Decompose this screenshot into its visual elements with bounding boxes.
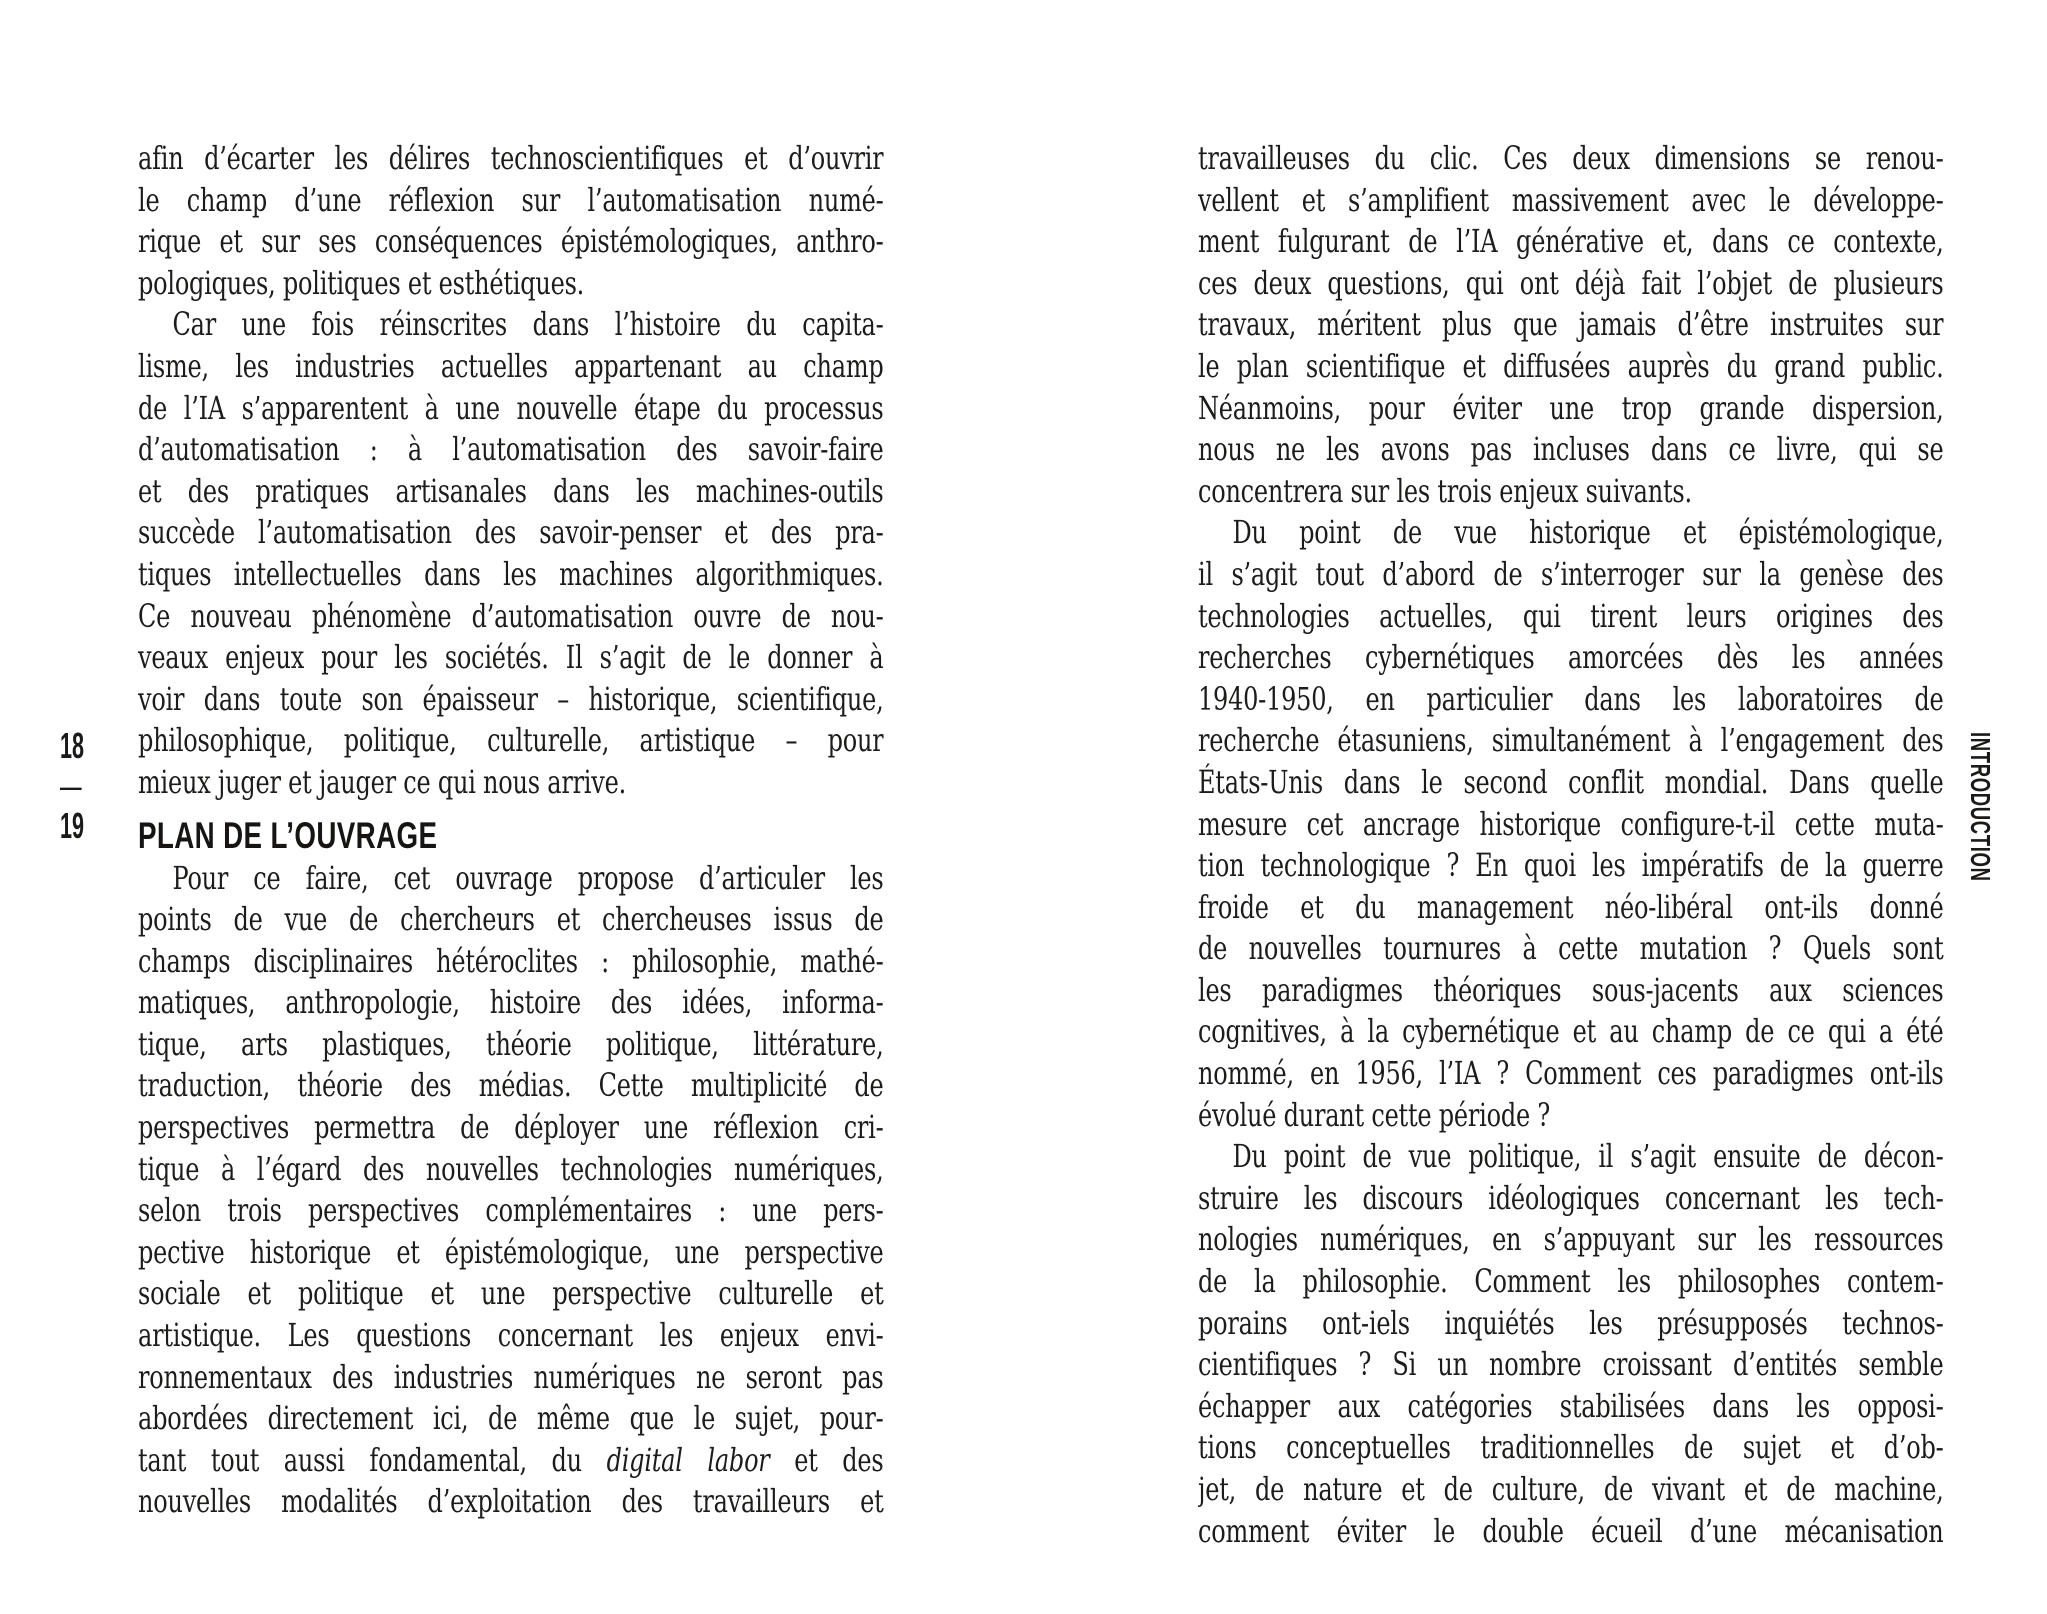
text-segment: pective historique et épistémologique, une perspective bbox=[138, 1232, 884, 1271]
text-line bbox=[1198, 429, 1944, 471]
text-line bbox=[1198, 1053, 1944, 1095]
text-line bbox=[1198, 1011, 1944, 1053]
text-line bbox=[1198, 1095, 1944, 1137]
text-segment: Du point de vue politique, il s’agit ensuite de décon- bbox=[1232, 1137, 1944, 1176]
section-heading: PLAN DE L’OUVRAGE bbox=[138, 814, 438, 856]
text-line bbox=[1198, 1261, 1944, 1303]
text-line bbox=[138, 1232, 884, 1274]
text-line bbox=[1198, 720, 1944, 762]
text-line bbox=[138, 720, 884, 762]
text-line bbox=[138, 679, 884, 721]
text-line bbox=[138, 941, 884, 983]
text-line bbox=[138, 346, 884, 388]
text-line bbox=[138, 1481, 884, 1523]
text-line bbox=[138, 138, 884, 180]
text-segment: tique à l’égard des nouvelles technologies numériques, bbox=[138, 1149, 884, 1188]
text-line bbox=[1198, 1427, 1944, 1469]
text-line bbox=[1198, 554, 1944, 596]
text-line bbox=[1198, 221, 1944, 263]
text-line bbox=[138, 637, 884, 679]
text-segment: d’automatisation : à l’automatisation des savoir-faire bbox=[138, 430, 884, 469]
text-segment: les paradigmes théoriques sous-jacents aux sciences bbox=[1198, 970, 1944, 1009]
text-segment: cientifiques ? Si un nombre croissant d’entités semble bbox=[1198, 1345, 1944, 1384]
text-segment: tique, arts plastiques, théorie politique, littérature, bbox=[138, 1024, 884, 1063]
text-line bbox=[1198, 388, 1944, 430]
text-segment: porains ont-iels inquiétés les présupposés technos- bbox=[1198, 1303, 1944, 1342]
text-segment: échapper aux catégories stabilisées dans les opposi- bbox=[1198, 1386, 1944, 1425]
text-line bbox=[138, 1190, 884, 1232]
text-segment: traduction, théorie des médias. Cette multiplicité de bbox=[138, 1066, 884, 1105]
text-segment: évolué durant cette période ? bbox=[1198, 1095, 1550, 1134]
text-segment: struire les discours idéologiques concernant les tech- bbox=[1198, 1178, 1944, 1217]
text-line bbox=[138, 858, 884, 900]
text-segment: ces deux questions, qui ont déjà fait l’objet de plusieurs bbox=[1198, 263, 1944, 302]
text-segment: Du point de vue historique et épistémologique, bbox=[1232, 513, 1944, 552]
text-segment: travaux, méritent plus que jamais d’être instruites sur bbox=[1198, 305, 1944, 344]
right-paragraph-3 bbox=[1198, 1136, 1944, 1552]
text-line bbox=[138, 982, 884, 1024]
text-line bbox=[1198, 970, 1944, 1012]
text-segment: de la philosophie. Comment les philosophes contem- bbox=[1198, 1262, 1944, 1301]
text-line bbox=[1198, 679, 1944, 721]
page-number-separator: — bbox=[60, 765, 82, 806]
text-segment: Ce nouveau phénomène d’automatisation ouvre de nou- bbox=[138, 596, 884, 635]
text-segment: et des pratiques artisanales dans les machines-outils bbox=[138, 471, 884, 510]
text-line bbox=[138, 1065, 884, 1107]
text-line bbox=[1198, 1136, 1944, 1178]
text-segment: perspectives permettra de déployer une réflexion cri- bbox=[138, 1108, 884, 1147]
text-line bbox=[138, 180, 884, 222]
text-line bbox=[138, 429, 884, 471]
text-segment: abordées directement ici, de même que le sujet, pour- bbox=[138, 1399, 884, 1438]
text-segment: concentrera sur les trois enjeux suivants. bbox=[1198, 471, 1692, 510]
text-segment: lisme, les industries actuelles appartenant au champ bbox=[138, 346, 884, 385]
running-head-introduction: INTRODUCTION bbox=[1965, 732, 1996, 882]
text-segment: comment éviter le double écueil d’une mécanisation bbox=[1198, 1511, 1944, 1550]
text-segment: États-Unis dans le second conflit mondial. Dans quelle bbox=[1198, 762, 1944, 801]
text-segment: recherche étasuniens, simultanément à l’engagement des bbox=[1198, 721, 1944, 760]
text-line bbox=[1198, 180, 1944, 222]
text-line bbox=[1198, 1511, 1944, 1553]
text-segment: nous ne les avons pas incluses dans ce livre, qui se bbox=[1198, 430, 1944, 469]
text-segment: et des bbox=[769, 1440, 884, 1479]
text-segment: nouvelles modalités d’exploitation des travailleurs et bbox=[138, 1482, 884, 1521]
text-segment: de l’IA s’apparentent à une nouvelle étape du processus bbox=[138, 388, 884, 427]
right-page-text-column bbox=[1198, 138, 1944, 1552]
text-line bbox=[1198, 1386, 1944, 1428]
text-segment: Néanmoins, pour éviter une trop grande dispersion, bbox=[1198, 388, 1944, 427]
text-segment: froide et du management néo-libéral ont-ils donné bbox=[1198, 887, 1944, 926]
right-paragraph-2 bbox=[1198, 512, 1944, 1136]
text-line bbox=[1198, 845, 1944, 887]
text-segment: philosophique, politique, culturelle, artistique – pour bbox=[138, 721, 884, 760]
text-line bbox=[138, 554, 884, 596]
text-line bbox=[1198, 138, 1944, 180]
text-line bbox=[1198, 928, 1944, 970]
text-line bbox=[1198, 471, 1944, 513]
text-segment: technologies actuelles, qui tirent leurs origines des bbox=[1198, 596, 1944, 635]
italic-phrase: digital labor bbox=[606, 1440, 770, 1479]
text-line bbox=[1198, 263, 1944, 305]
text-line bbox=[1198, 804, 1944, 846]
text-line bbox=[138, 1024, 884, 1066]
text-segment: champs disciplinaires hétéroclites : philosophie, mathé- bbox=[138, 941, 884, 980]
text-segment: ment fulgurant de l’IA générative et, dans ce contexte, bbox=[1198, 222, 1944, 261]
left-paragraph-1 bbox=[138, 138, 884, 804]
text-segment: travailleuses du clic. Ces deux dimensions se renou- bbox=[1198, 139, 1944, 177]
text-line bbox=[138, 471, 884, 513]
text-segment: nologies numériques, en s’appuyant sur les ressources bbox=[1198, 1220, 1944, 1259]
text-segment: tions conceptuelles traditionnelles de sujet et d’ob- bbox=[1198, 1428, 1944, 1467]
text-segment: de nouvelles tournures à cette mutation ? Quels sont bbox=[1198, 929, 1944, 968]
text-line bbox=[1198, 346, 1944, 388]
text-line bbox=[1198, 512, 1944, 554]
text-segment: afin d’écarter les délires technoscientifiques et d’ouvrir bbox=[138, 139, 884, 177]
text-segment: veaux enjeux pour les sociétés. Il s’agit de le donner à bbox=[138, 638, 884, 677]
text-segment: tiques intellectuelles dans les machines algorithmiques. bbox=[138, 554, 884, 593]
text-segment: il s’agit tout d’abord de s’interroger sur la genèse des bbox=[1198, 554, 1944, 593]
text-line bbox=[138, 1273, 884, 1315]
text-line bbox=[138, 1149, 884, 1191]
text-segment: mieux juger et jauger ce qui nous arrive. bbox=[138, 762, 626, 801]
text-line bbox=[1198, 1303, 1944, 1345]
text-line bbox=[1198, 596, 1944, 638]
text-segment: nommé, en 1956, l’IA ? Comment ces paradigmes ont-ils bbox=[1198, 1054, 1944, 1093]
left-page-text-column bbox=[138, 138, 884, 1523]
text-segment: tant tout aussi fondamental, du bbox=[138, 1440, 607, 1479]
text-segment: mesure cet ancrage historique configure-t-il cette muta- bbox=[1198, 804, 1944, 843]
text-line bbox=[138, 221, 884, 263]
text-segment: le champ d’une réflexion sur l’automatisation numé- bbox=[138, 180, 884, 219]
text-line bbox=[138, 263, 884, 305]
text-segment: le plan scientifique et diffusées auprès du grand public. bbox=[1198, 346, 1944, 385]
text-line bbox=[1198, 1469, 1944, 1511]
text-segment: sociale et politique et une perspective culturelle et bbox=[138, 1274, 884, 1313]
text-line bbox=[1198, 637, 1944, 679]
text-line bbox=[1198, 887, 1944, 929]
text-segment: jet, de nature et de culture, de vivant et de machine, bbox=[1198, 1470, 1944, 1508]
text-segment: succède l’automatisation des savoir-penser et des pra- bbox=[138, 513, 884, 552]
page-number-recto: 19 bbox=[60, 805, 85, 846]
text-line bbox=[1198, 1178, 1944, 1220]
text-segment: Pour ce faire, cet ouvrage propose d’articuler les bbox=[172, 858, 884, 897]
text-line bbox=[138, 1398, 884, 1440]
text-line bbox=[138, 304, 884, 346]
text-line bbox=[138, 1315, 884, 1357]
text-line bbox=[1198, 762, 1944, 804]
text-segment: recherches cybernétiques amorcées dès les années bbox=[1198, 638, 1944, 677]
text-line bbox=[138, 1107, 884, 1149]
text-segment: Car une fois réinscrites dans l’histoire du capita- bbox=[172, 305, 884, 344]
text-segment: tion technologique ? En quoi les impératifs de la guerre bbox=[1198, 846, 1944, 885]
page-number-verso: 18 bbox=[60, 725, 85, 766]
text-line bbox=[138, 596, 884, 638]
text-line bbox=[1198, 1219, 1944, 1261]
text-line bbox=[138, 1440, 884, 1482]
text-line bbox=[138, 899, 884, 941]
text-segment: pologiques, politiques et esthétiques. bbox=[138, 263, 585, 302]
text-segment: points de vue de chercheurs et chercheuses issus de bbox=[138, 900, 884, 939]
text-line bbox=[1198, 304, 1944, 346]
right-paragraph-1 bbox=[1198, 138, 1944, 512]
text-segment: ronnementaux des industries numériques ne seront pas bbox=[138, 1357, 884, 1396]
text-line bbox=[138, 762, 884, 804]
text-segment: voir dans toute son épaisseur – historique, scientifique, bbox=[138, 679, 884, 718]
left-paragraph-2 bbox=[138, 858, 884, 1524]
text-segment: rique et sur ses conséquences épistémologiques, anthro- bbox=[138, 222, 884, 261]
text-line bbox=[138, 1357, 884, 1399]
text-segment: cognitives, à la cybernétique et au champ de ce qui a été bbox=[1198, 1012, 1944, 1051]
text-segment: vellent et s’amplifient massivement avec le développe- bbox=[1198, 180, 1944, 219]
text-segment: selon trois perspectives complémentaires : une pers- bbox=[138, 1191, 884, 1230]
text-segment: matiques, anthropologie, histoire des idées, informa- bbox=[138, 983, 884, 1022]
text-segment: 1940-1950, en particulier dans les laboratoires de bbox=[1198, 679, 1944, 718]
text-line bbox=[138, 388, 884, 430]
text-line bbox=[138, 512, 884, 554]
text-segment: artistique. Les questions concernant les enjeux envi- bbox=[138, 1316, 884, 1355]
page-number-block bbox=[60, 726, 132, 846]
text-line bbox=[1198, 1344, 1944, 1386]
